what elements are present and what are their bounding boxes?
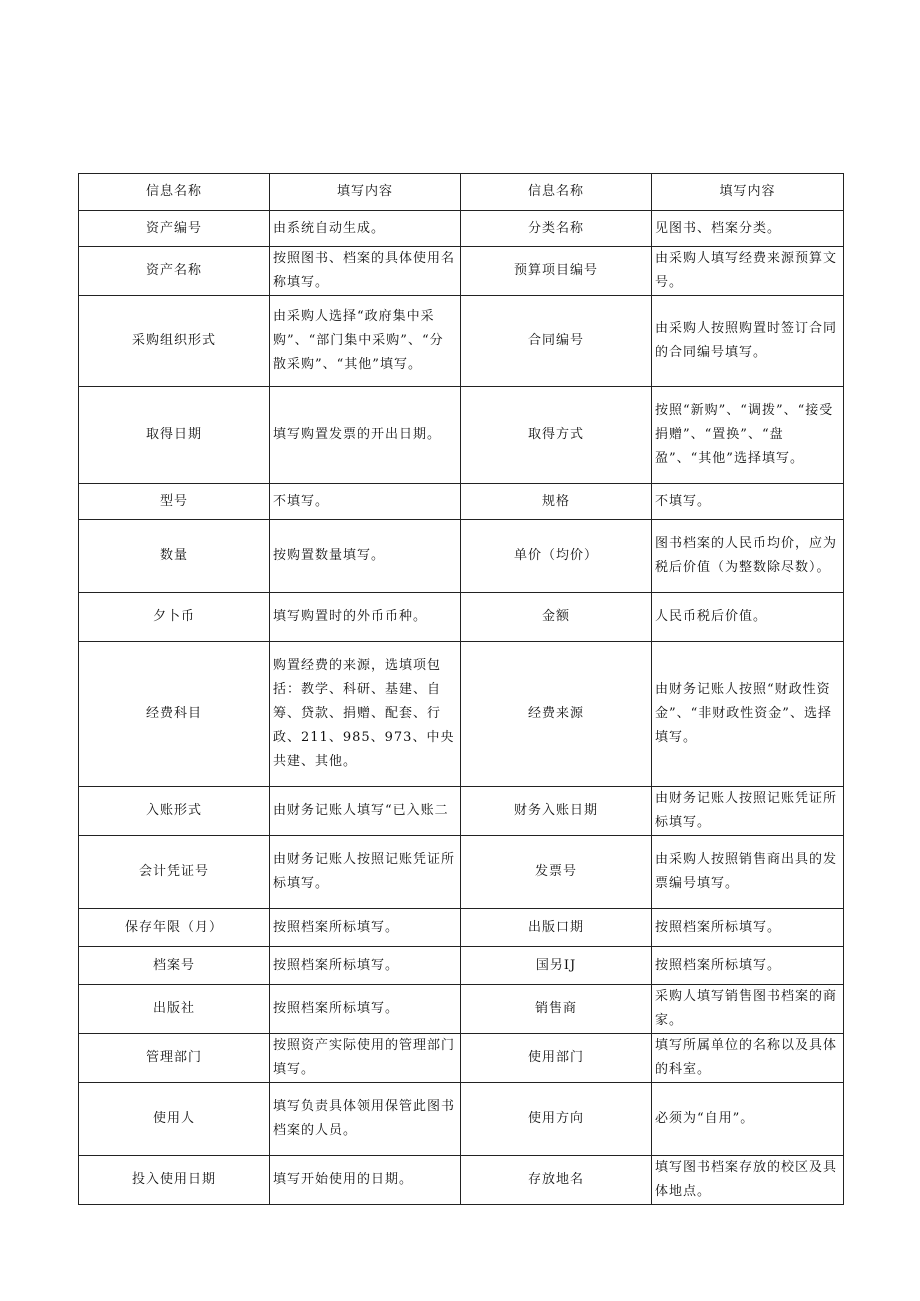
- field-content-cell: 图书档案的人民币均价，应为税后价值（为整数除尽数）。: [652, 520, 844, 593]
- field-content-cell: 不填写。: [652, 484, 844, 520]
- table-row: [79, 836, 844, 909]
- field-name-cell: 夕卜币: [79, 593, 270, 642]
- field-content-cell: 填写图书档案存放的校区及具体地点。: [652, 1156, 844, 1205]
- table-row: [79, 593, 844, 642]
- field-name-cell: 入账形式: [79, 787, 270, 836]
- info-table: [78, 173, 844, 1205]
- field-content-cell: 填写开始使用的日期。: [270, 1156, 461, 1205]
- table-row: [79, 642, 844, 787]
- field-name-cell: 出版社: [79, 985, 270, 1034]
- field-content-cell: 按照档案所标填写。: [652, 947, 844, 985]
- field-content-cell: 由采购人选择“政府集中采购”、“部门集中采购”、“分散采购”、“其他”填写。: [270, 296, 461, 387]
- field-name-cell: 管理部门: [79, 1034, 270, 1083]
- field-name-cell: 型号: [79, 484, 270, 520]
- field-name-cell: 保存年限（月）: [79, 909, 270, 947]
- field-name-cell: 使用方向: [461, 1083, 652, 1156]
- field-name-cell: 单价（均价）: [461, 520, 652, 593]
- header-cell: 填写内容: [652, 174, 844, 211]
- table-row: [79, 247, 844, 296]
- table-row: [79, 947, 844, 985]
- field-content-cell: 填写购置时的外币币种。: [270, 593, 461, 642]
- field-name-cell: 分类名称: [461, 211, 652, 247]
- field-content-cell: 采购人填写销售图书档案的商家。: [652, 985, 844, 1034]
- field-name-cell: 规格: [461, 484, 652, 520]
- field-name-cell: 经费来源: [461, 642, 652, 787]
- field-name-cell: 出版口期: [461, 909, 652, 947]
- field-content-cell: 按照档案所标填写。: [270, 909, 461, 947]
- field-content-cell: 必须为“自用”。: [652, 1083, 844, 1156]
- field-content-cell: 按照图书、档案的具体使用名称填写。: [270, 247, 461, 296]
- field-content-cell: 按照档案所标填写。: [270, 985, 461, 1034]
- table-row: [79, 296, 844, 387]
- field-content-cell: 人民币税后价值。: [652, 593, 844, 642]
- field-name-cell: 数量: [79, 520, 270, 593]
- header-cell: 信息名称: [79, 174, 270, 211]
- table-row: [79, 1034, 844, 1083]
- field-content-cell: 由财务记账人按照记账凭证所标填写。: [270, 836, 461, 909]
- field-name-cell: 投入使用日期: [79, 1156, 270, 1205]
- table-row: [79, 520, 844, 593]
- field-content-cell: 填写购置发票的开出日期。: [270, 387, 461, 484]
- field-name-cell: 销售商: [461, 985, 652, 1034]
- field-name-cell: 财务入账日期: [461, 787, 652, 836]
- table-row: [79, 387, 844, 484]
- field-name-cell: 取得方式: [461, 387, 652, 484]
- table-row: [79, 787, 844, 836]
- field-content-cell: 由采购人填写经费来源预算文号。: [652, 247, 844, 296]
- field-name-cell: 采购组织形式: [79, 296, 270, 387]
- field-name-cell: 使用部门: [461, 1034, 652, 1083]
- field-content-cell: 由财务记账人按照记账凭证所标填写。: [652, 787, 844, 836]
- table-row: [79, 1156, 844, 1205]
- header-cell: 信息名称: [461, 174, 652, 211]
- field-name-cell: 预算项目编号: [461, 247, 652, 296]
- field-content-cell: 由系统自动生成。: [270, 211, 461, 247]
- field-content-cell: 按照档案所标填写。: [652, 909, 844, 947]
- field-content-cell: 不填写。: [270, 484, 461, 520]
- field-name-cell: 经费科目: [79, 642, 270, 787]
- header-row: [79, 174, 844, 211]
- field-content-cell: 按照资产实际使用的管理部门填写。: [270, 1034, 461, 1083]
- field-name-cell: 会计凭证号: [79, 836, 270, 909]
- field-name-cell: 取得日期: [79, 387, 270, 484]
- field-content-cell: 填写负责具体领用保管此图书档案的人员。: [270, 1083, 461, 1156]
- field-content-cell: 购置经费的来源，选填项包括：教学、科研、基建、自筹、贷款、捐赠、配套、行政、211、985、973、中央共建、其他。: [270, 642, 461, 787]
- header-cell: 填写内容: [270, 174, 461, 211]
- field-content-cell: 见图书、档案分类。: [652, 211, 844, 247]
- field-name-cell: 档案号: [79, 947, 270, 985]
- table-row: [79, 985, 844, 1034]
- field-content-cell: 由财务记账人按照“财政性资金”、“非财政性资金”、选择填写。: [652, 642, 844, 787]
- field-content-cell: 填写所属单位的名称以及具体的科室。: [652, 1034, 844, 1083]
- field-content-cell: 由采购人按照销售商出具的发票编号填写。: [652, 836, 844, 909]
- table-row: [79, 484, 844, 520]
- field-content-cell: 按购置数量填写。: [270, 520, 461, 593]
- field-content-cell: 由财务记账人填写“已入账二: [270, 787, 461, 836]
- field-name-cell: 存放地名: [461, 1156, 652, 1205]
- field-content-cell: 由采购人按照购置时签订合同的合同编号填写。: [652, 296, 844, 387]
- field-name-cell: 合同编号: [461, 296, 652, 387]
- table-row: [79, 1083, 844, 1156]
- table-row: [79, 909, 844, 947]
- field-name-cell: 资产编号: [79, 211, 270, 247]
- field-name-cell: 资产名称: [79, 247, 270, 296]
- field-content-cell: 按照档案所标填写。: [270, 947, 461, 985]
- field-name-cell: 发票号: [461, 836, 652, 909]
- field-name-cell: 金额: [461, 593, 652, 642]
- field-content-cell: 按照“新购”、“调拨”、“接受捐赠”、“置换”、“盘盈”、“其他”选择填写。: [652, 387, 844, 484]
- table-row: [79, 211, 844, 247]
- field-name-cell: 国另IJ: [461, 947, 652, 985]
- field-name-cell: 使用人: [79, 1083, 270, 1156]
